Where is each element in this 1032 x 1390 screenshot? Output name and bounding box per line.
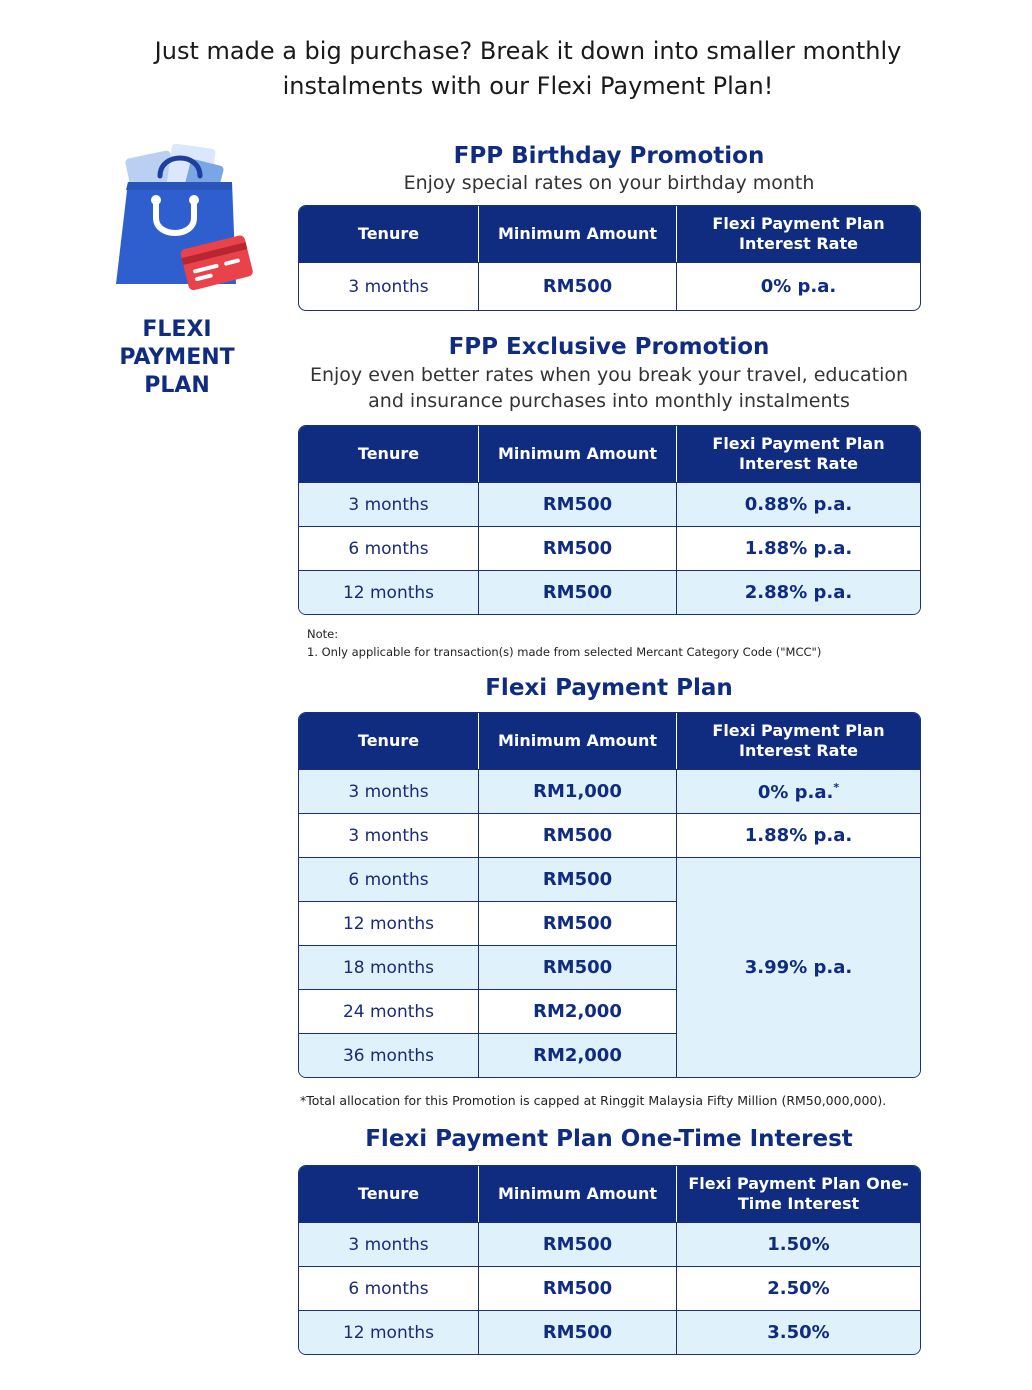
table-row [299,1310,920,1354]
rate-cell: 1.50% [676,1222,920,1266]
table-row [299,482,920,526]
table-row [299,262,920,310]
exclusive-note [307,625,821,661]
brand-line: FLEXI [142,317,212,342]
brand-line: PAYMENT [119,345,235,370]
table-header-row [299,713,920,769]
exclusive-table [298,425,921,615]
tenure-cell: 24 months [299,989,478,1033]
table-header-row [299,426,920,482]
fpp-title: Flexi Payment Plan [485,675,733,701]
exclusive-subtitle [298,362,920,414]
min-amount-cell: RM500 [478,1266,676,1310]
tenure-cell: 3 months [299,1222,478,1266]
tenure-cell: 3 months [299,482,478,526]
table-row [299,526,920,570]
table-header-row [299,206,920,262]
min-amount-cell: RM500 [478,857,676,901]
rate-cell: 3.50% [676,1310,920,1354]
min-amount-cell: RM2,000 [478,989,676,1033]
table-row [299,813,920,857]
header-minimum-amount: Minimum Amount [478,206,676,262]
header-tenure: Tenure [299,426,478,482]
brand-title [100,316,254,400]
intro-heading [110,34,946,104]
tenure-cell: 12 months [299,901,478,945]
shopping-bag-with-credit-card-icon [108,132,258,302]
min-amount-cell: RM500 [478,945,676,989]
note-text: 1. Only applicable for transaction(s) made from selected Mercant Category Code ("MCC") [307,645,822,659]
min-amount-cell: RM500 [478,901,676,945]
tenure-cell: 6 months [299,1266,478,1310]
tenure-cell: 12 months [299,570,478,614]
header-interest-rate: Flexi Payment Plan Interest Rate [676,426,920,482]
rate-cell: 2.88% p.a. [676,570,920,614]
intro-line: Just made a big purchase? Break it down into smaller monthly [154,37,902,65]
table-header-row [299,1166,920,1222]
header-minimum-amount: Minimum Amount [478,1166,676,1222]
table-row [299,1222,920,1266]
rate-cell: 0.88% p.a. [676,482,920,526]
rate-cell: 0% p.a. [676,262,920,310]
table-row [299,857,920,901]
table-row [299,570,920,614]
tenure-cell: 6 months [299,857,478,901]
min-amount-cell: RM500 [478,813,676,857]
min-amount-cell: RM2,000 [478,1033,676,1077]
header-interest-rate: Flexi Payment Plan Interest Rate [676,713,920,769]
min-amount-cell: RM500 [478,526,676,570]
onetime-title: Flexi Payment Plan One-Time Interest [365,1126,853,1152]
min-amount-cell: RM500 [478,482,676,526]
subtitle-line: Enjoy even better rates when you break your travel, education [309,364,909,386]
table-row [299,1266,920,1310]
intro-line: instalments with our Flexi Payment Plan! [282,72,774,100]
asterisk-mark: * [833,780,840,794]
tenure-cell: 36 months [299,1033,478,1077]
tenure-cell: 3 months [299,813,478,857]
birthday-subtitle: Enjoy special rates on your birthday month [403,172,815,194]
tenure-cell: 12 months [299,1310,478,1354]
birthday-table [298,205,921,311]
header-interest-rate: Flexi Payment Plan Interest Rate [676,206,920,262]
table-row [299,769,920,813]
rate-cell: 1.88% p.a. [676,526,920,570]
exclusive-title: FPP Exclusive Promotion [448,334,770,360]
rate-cell [676,769,920,813]
header-minimum-amount: Minimum Amount [478,426,676,482]
onetime-table [298,1165,921,1355]
birthday-title: FPP Birthday Promotion [453,143,765,169]
fpp-footnote: *Total allocation for this Promotion is capped at Ringgit Malaysia Fifty Million (RM50,000,000). [300,1093,887,1108]
rate-cell: 1.88% p.a. [676,813,920,857]
header-tenure: Tenure [299,713,478,769]
tenure-cell: 18 months [299,945,478,989]
brand-line: PLAN [144,373,210,398]
header-tenure: Tenure [299,206,478,262]
rate-cell: 2.50% [676,1266,920,1310]
rate-value: 0% p.a. [757,781,834,803]
fpp-table [298,712,921,1078]
min-amount-cell: RM500 [478,262,676,310]
tenure-cell: 3 months [299,262,478,310]
header-one-time-interest: Flexi Payment Plan One-Time Interest [676,1166,920,1222]
min-amount-cell: RM500 [478,1310,676,1354]
merged-rate-cell: 3.99% p.a. [676,857,920,1077]
min-amount-cell: RM500 [478,1222,676,1266]
header-minimum-amount: Minimum Amount [478,713,676,769]
tenure-cell: 6 months [299,526,478,570]
note-title: Note: [307,627,339,641]
min-amount-cell: RM500 [478,570,676,614]
tenure-cell: 3 months [299,769,478,813]
header-tenure: Tenure [299,1166,478,1222]
min-amount-cell: RM1,000 [478,769,676,813]
subtitle-line: and insurance purchases into monthly instalments [368,390,850,412]
